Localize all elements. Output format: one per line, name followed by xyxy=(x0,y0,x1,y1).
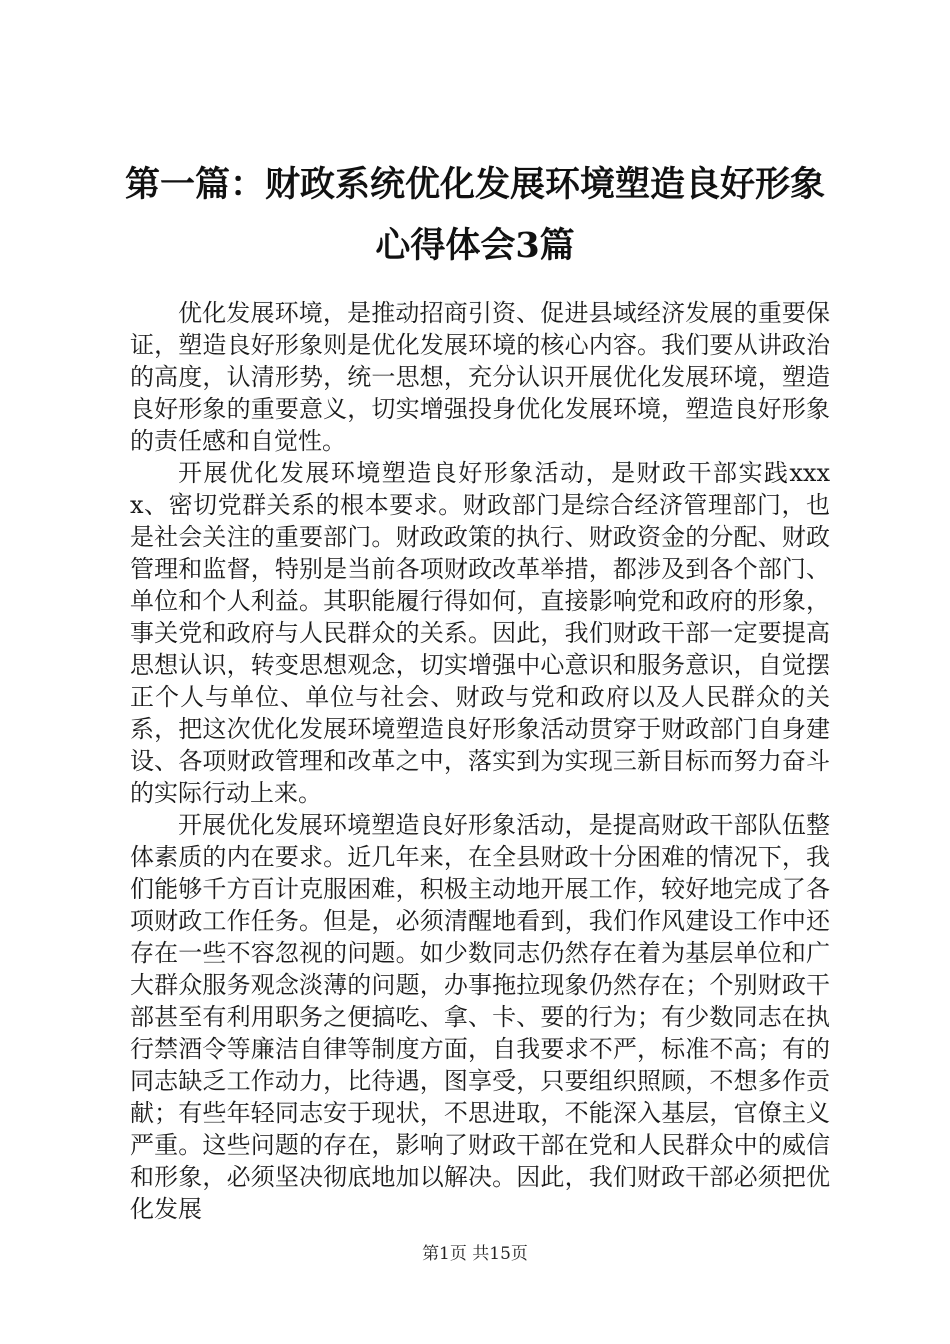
paragraph-3: 开展优化发展环境塑造良好形象活动，是提高财政干部队伍整体素质的内在要求。近几年来，在全县财政十分困难的情况下，我们能够千方百计克服困难，积极主动地开展工作，较好地完成了各项财政工作任务。但是，必须清醒地看到，我们作风建设工作中还存在一些不容忽视的问题。如少数同志仍然存在着为基层单位和广大群众服务观念淡薄的问题，办事拖拉现象仍然存在；个别财政干部甚至有利用职务之便搞吃、拿、卡、要的行为；有少数同志在执行禁酒令等廉洁自律等制度方面，自我要求不严，标准不高；有的同志缺乏工作动力，比待遇，图享受，只要组织照顾，不想多作贡献；有些年轻同志安于现状，不思进取，不能深入基层，官僚主义严重。这些问题的存在，影响了财政干部在党和人民群众中的威信和形象，必须坚决彻底地加以解决。因此，我们财政干部必须把优化发展 xyxy=(130,811,830,1223)
paragraph-2: 开展优化发展环境塑造良好形象活动，是财政干部实践xxxx、密切党群关系的根本要求。财政部门是综合经济管理部门，也是社会关注的重要部门。财政政策的执行、财政资金的分配、财政管理和监督，特别是当前各项财政改革举措，都涉及到各个部门、单位和个人利益。其职能履行得如何，直接影响党和政府的形象，事关党和政府与人民群众的关系。因此，我们财政干部一定要提高思想认识，转变思想观念，切实增强中心意识和服务意识，自觉摆正个人与单位、单位与社会、财政与党和政府以及人民群众的关系，把这次优化发展环境塑造良好形象活动贯穿于财政部门自身建设、各项财政管理和改革之中，落实到为实现三新目标而努力奋斗的实际行动上来。 xyxy=(130,459,830,807)
page-number-footer: 第1页 共15页 xyxy=(422,1244,528,1264)
paragraph-1: 优化发展环境，是推动招商引资、促进县域经济发展的重要保证，塑造良好形象则是优化发展环境的核心内容。我们要从讲政治的高度，认清形势，统一思想，充分认识开展优化发展环境，塑造良好形象的重要意义，切实增强投身优化发展环境，塑造良好形象的责任感和自觉性。 xyxy=(130,299,830,455)
document-body xyxy=(130,297,830,1225)
document-title-line-2: 心得体会3篇 xyxy=(375,225,575,266)
document-title-line-1: 第一篇：财政系统优化发展环境塑造良好形象 xyxy=(124,164,825,205)
